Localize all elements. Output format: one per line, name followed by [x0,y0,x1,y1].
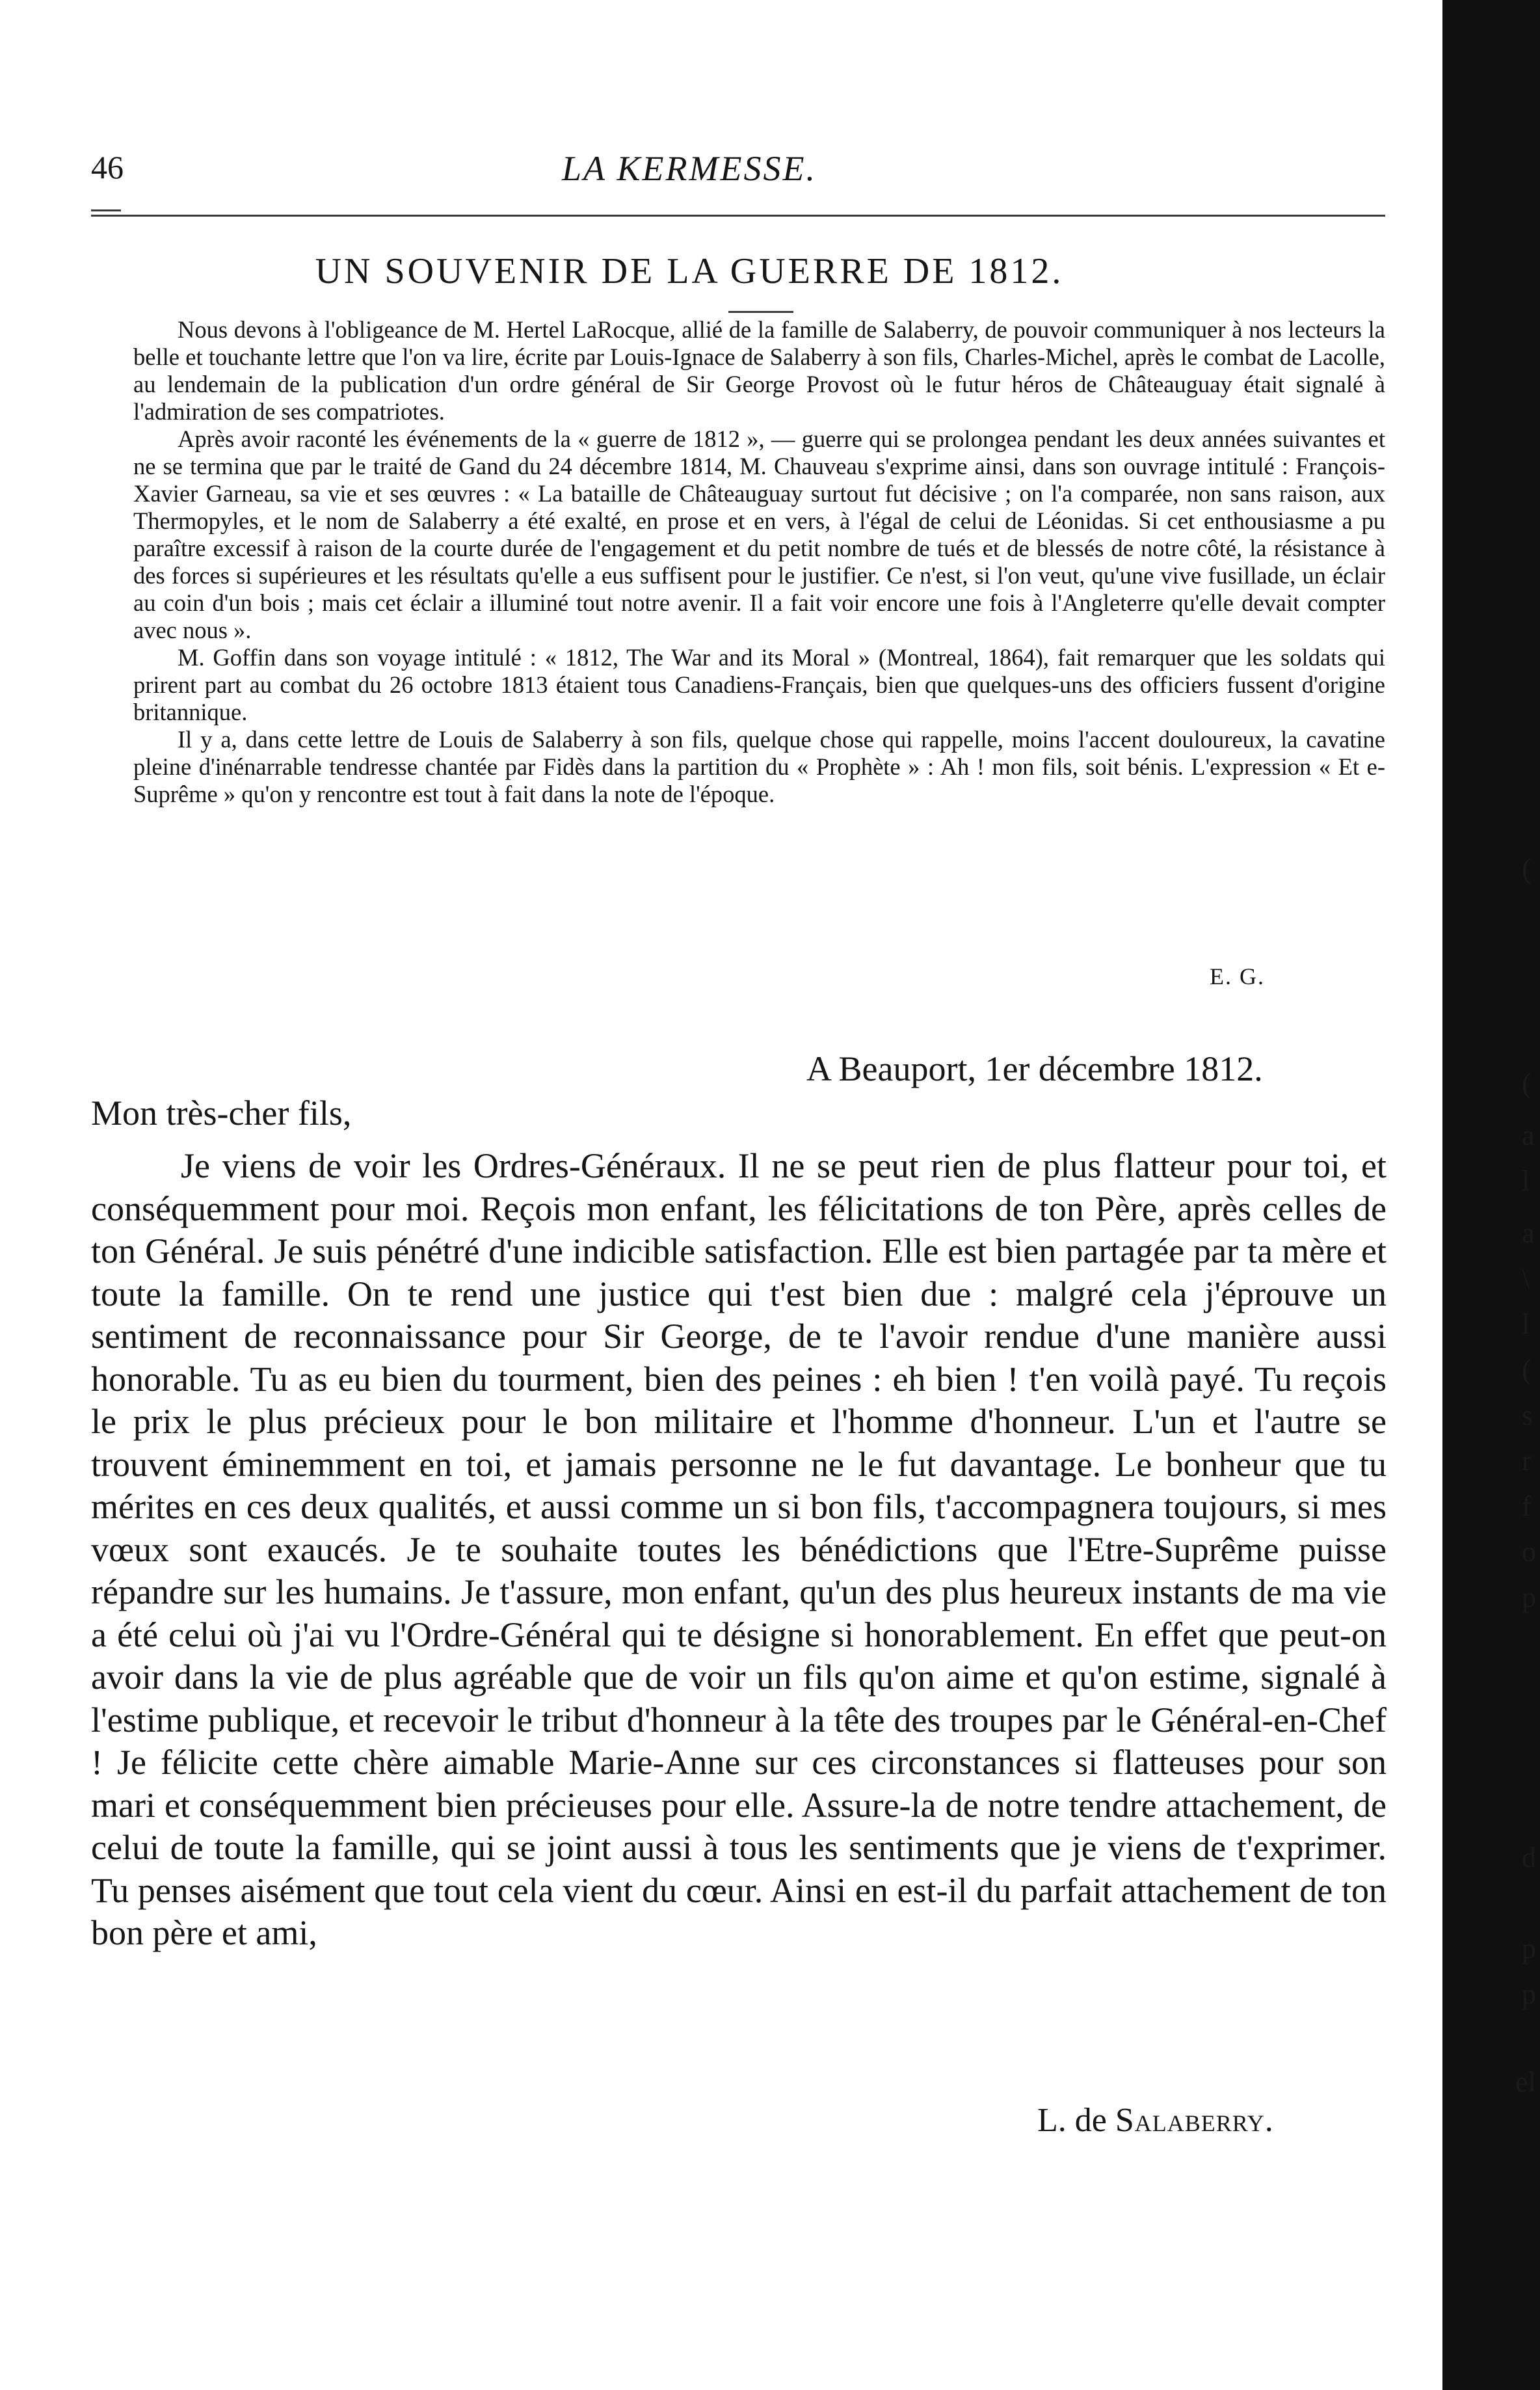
margin-fragment: o [1522,1536,1536,1568]
letter-paragraph: Je viens de voir les Ordres-Généraux. Il ne se peut rien de plus flatteur pour toi, et conséquemment pour moi. Reçois mon enfant, les félicitations de ton Père, après celles de ton Général. Je suis pénétré d'une indicible satisfaction. Elle est bien partagée par ta mère et toute la famille. On te rend une justice qui t'est bien due : malgré cela j'éprouve un sentiment de reconnaissance pour Sir George, de te l'avoir rendue d'une manière aussi honorable. Tu as eu bien du tourment, bien des peines : eh bien ! t'en voilà payé. Tu reçois le prix le plus précieux pour le bon militaire et l'homme d'honneur. L'un et l'autre se trouvent éminemment en toi, et jamais personne ne le fut davantage. Le bonheur que tu mérites en ces deux qualités, et aussi comme un si bon fils, t'accompagnera toujours, si mes vœux sont exaucés. Je te souhaite toutes les bénédictions que l'Etre-Suprême puisse répandre sur les humains. Je t'assure, mon enfant, qu'un des plus heureux instants de ma vie a été celui où j'ai vu l'Ordre-Général qui te désigne si honorablement. En effet que peut-on avoir dans la vie de plus agréable que de voir un fils qu'on aime et qu'on estime, signalé à l'estime publique, et recevoir le tribut d'honneur à la tête des troupes par le Général-en-Chef ! Je félicite cette chère aimable Marie-Anne sur ces circonstances si flatteuses pour son mari et conséquemment bien précieuses pour elle. Assure-la de notre tendre attachement, de celui de toute la famille, qui se joint aussi à tous les sentiments que je viens de t'exprimer. Tu penses aisément que tout cela vient du cœur. Ainsi en est-il du parfait attachement de ton bon père et ami, [91,1146,1387,1952]
margin-fragment: d [1522,1842,1536,1873]
running-title: LA KERMESSE. [562,149,817,188]
introduction [133,316,1385,808]
letter-signature [1037,2101,1274,2140]
intro-paragraph: Après avoir raconté les événements de la « guerre de 1812 », — guerre qui se prolongea pendant les deux années suivantes et ne se termina que par le traité de Gand du 24 décembre 1814, M. Chauveau s'exprime ainsi, dans son ouvrage intitulé : François-Xavier Garneau, sa vie et ses œuvres : « La bataille de Châteauguay surtout fut décisive ; on l'a comparée, non sans raison, aux Thermopyles, et le nom de Salaberry a été exalté, en prose et en vers, à l'égal de celui de Léonidas. Si cet enthousiasme a pu paraître excessif à raison de la courte durée de l'engagement et du petit nombre de tués et de blessés de notre côté, la résistance à des forces si supérieures et les résultats qu'elle a eus suffisent pour le justifier. Ce n'est, si l'on veut, qu'une vive fusillade, un éclair au coin d'un bois ; mais cet éclair a illuminé tout notre avenir. Il a fait voir encore une fois à l'Angleterre qu'elle devait compter avec nous ». [133,425,1385,643]
margin-fragment: a [1522,1217,1535,1249]
article-title: UN SOUVENIR DE LA GUERRE DE 1812. [315,251,1064,291]
letter-salutation: Mon très-cher fils, [91,1094,352,1133]
margin-fragment: f [1522,1490,1532,1522]
margin-fragment: l [1522,1165,1530,1197]
letter-body [91,1145,1387,1955]
header-rule-short [91,209,121,211]
letter-place-date: A Beauport, 1er décembre 1812. [806,1049,1263,1088]
title-rule [728,311,793,313]
margin-fragment: p [1522,1581,1536,1613]
margin-fragment: a [1522,1120,1535,1151]
margin-fragment: s [1522,1399,1533,1431]
intro-paragraph: Nous devons à l'obligeance de M. Hertel LaRocque, allié de la famille de Salaberry, de pouvoir communiquer à nos lecteurs la belle et touchante lettre que l'on va lire, écrite par Louis-Ignace de Salaberry à son fils, Charles-Michel, après le combat de Lacolle, au lendemain de la publication d'un ordre général de Sir George Provost où le futur héros de Châteauguay était signalé à l'admiration de ses compatriotes. [133,316,1385,425]
signature-initial: L. de [1037,2102,1115,2139]
margin-fragment: \ [1522,1263,1530,1295]
margin-fragment: ( [1522,853,1532,885]
intro-paragraph: Il y a, dans cette lettre de Louis de Salaberry à son fils, quelque chose qui rappelle, moins l'accent douloureux, la cavatine pleine d'inénarrable tendresse chantée par Fidès dans la partition du « Prophète » : Ah ! mon fils, soit bénis. L'expression « Et e-Suprême » qu'on y rencontre est tout à fait dans la note de l'époque. [133,726,1385,807]
margin-fragment: el [1515,2066,1536,2098]
margin-fragment: r [1522,1445,1532,1477]
page-number: 46 [91,149,124,185]
margin-fragment: l [1522,1308,1530,1340]
margin-fragment: p [1522,1978,1536,2010]
margin-fragment: ( [1522,1067,1532,1099]
margin-fragment: p [1522,1933,1536,1965]
intro-paragraph: M. Goffin dans son voyage intitulé : « 1812, The War and its Moral » (Montreal, 1864), fait remarquer que les soldats qui prirent part au combat du 26 octobre 1813 étaient tous Canadiens-Français, bien que quelques-uns des officiers fussent d'origine britannique. [133,644,1385,725]
signature-name: Salaberry. [1115,2102,1274,2139]
intro-initials: E. G. [1210,963,1265,989]
margin-fragment: ( [1522,1354,1532,1386]
header-rule [91,215,1385,217]
